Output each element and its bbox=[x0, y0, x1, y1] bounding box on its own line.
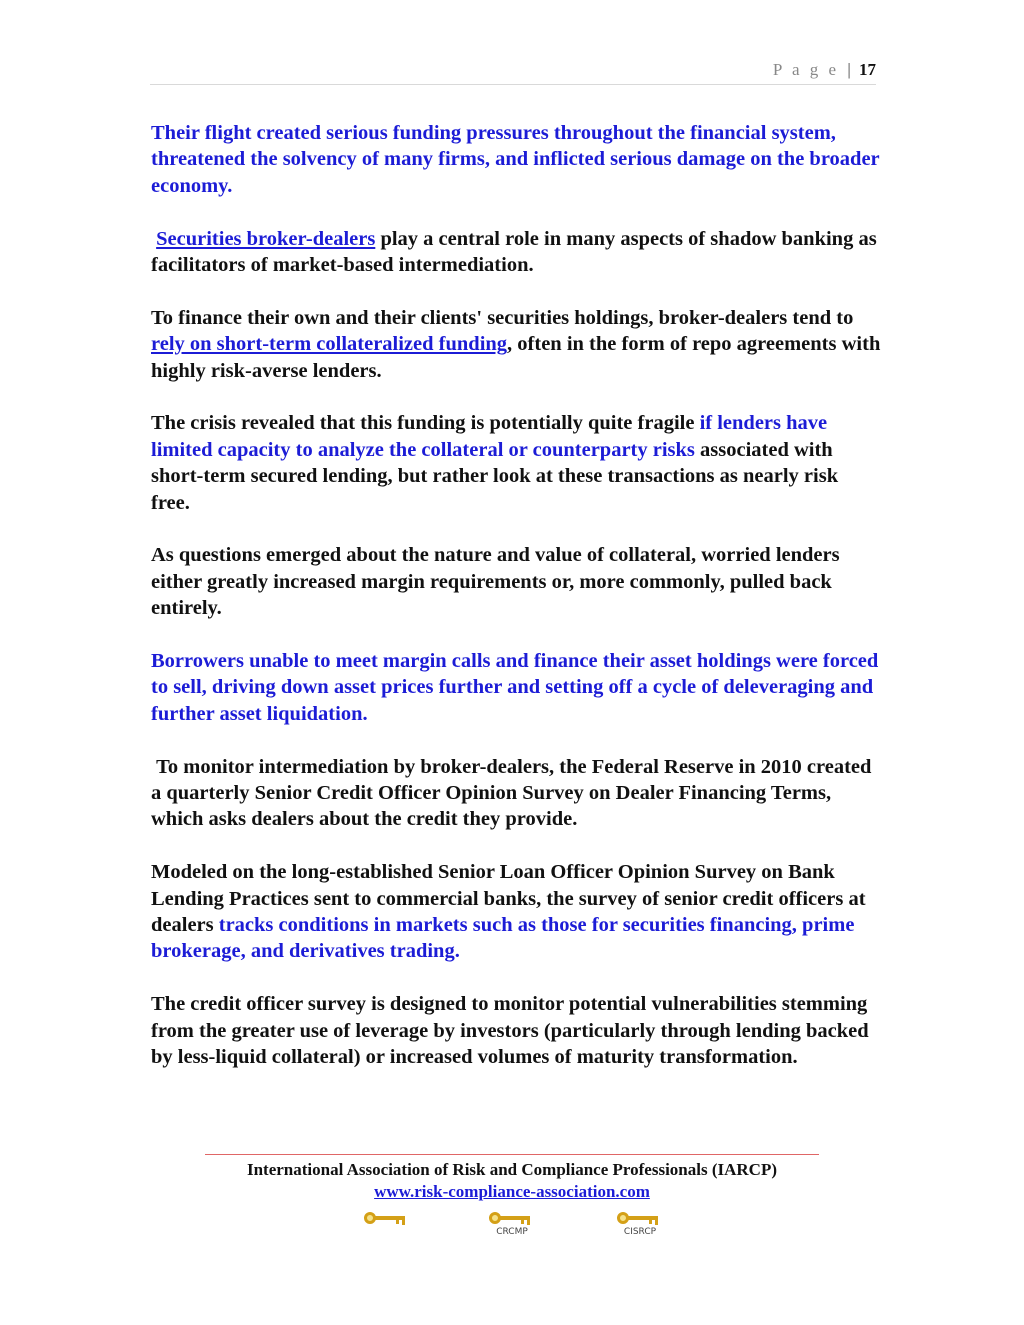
securities-broker-dealers-link[interactable]: Securities broker-dealers bbox=[156, 227, 376, 250]
paragraph-7-text: To monitor intermediation by broker-dealers, the Federal Reserve in 2010 created a quarterly Senior Credit Officer Opinion Survey on Dealer Financing Terms, which asks dealers about the credit they provide. bbox=[151, 755, 872, 831]
footer-organization: International Association of Risk and Compliance Professionals (IARCP) bbox=[246, 1160, 778, 1179]
paragraph-7 bbox=[151, 754, 881, 833]
paragraph-9: The credit officer survey is designed to monitor potential vulnerabilities stemming from the greater use of leverage by investors (particularly through lending backed by less-liquid collateral) or increased volumes of maturity transformation. bbox=[151, 993, 869, 1069]
paragraph-1: Their flight created serious funding pressures throughout the financial system, threatened the solvency of many firms, and inflicted serious damage on the broader economy. bbox=[151, 122, 880, 197]
paragraph-8-highlight: tracks conditions in markets such as those for securities financing, prime brokerage, and derivatives trading. bbox=[151, 914, 855, 963]
page-header bbox=[150, 60, 876, 85]
paragraph-4-text-a: The crisis revealed that this funding is potentially quite fragile bbox=[151, 412, 700, 435]
paragraph-3-text-b: , often in the form of repo agreements with highly risk-averse lenders. bbox=[151, 333, 881, 382]
paragraph-8 bbox=[151, 859, 881, 965]
footer-logos bbox=[0, 1210, 1024, 1244]
paragraph-8-text: Modeled on the long-established Senior Loan Officer Opinion Survey on Bank Lending Practices sent to commercial banks, the survey of senior credit officers at dealers bbox=[151, 861, 866, 937]
paragraph-3-text-a: To finance their own and their clients' securities holdings, broker-dealers tend to bbox=[151, 306, 854, 329]
crcmp-key-logo-icon bbox=[487, 1210, 535, 1240]
paragraph-4-highlight: if lenders have limited capacity to analyze the collateral or counterparty risks bbox=[151, 412, 828, 461]
paragraph-4 bbox=[151, 410, 881, 516]
short-term-funding-link[interactable]: rely on short-term collateralized funding bbox=[151, 333, 508, 356]
page-number: 17 bbox=[859, 60, 876, 79]
key-logo-icon bbox=[362, 1210, 410, 1240]
crcmp-logo-label: CRCMP bbox=[496, 1227, 528, 1237]
page-label: P a g e bbox=[772, 60, 840, 79]
paragraph-4-text-b: associated with short-term secured lending, but rather look at these transactions as nearly risk free. bbox=[151, 438, 839, 514]
paragraph-6: Borrowers unable to meet margin calls and finance their asset holdings were forced to sell, driving down asset prices further and setting off a cycle of deleveraging and further asset liquidation. bbox=[151, 650, 879, 725]
cisrcp-key-logo-icon bbox=[615, 1210, 663, 1240]
paragraph-5: As questions emerged about the nature and value of collateral, worried lenders either greatly increased margin requirements or, more commonly, pulled back entirely. bbox=[151, 544, 840, 620]
footer-website-link[interactable]: www.risk-compliance-association.com bbox=[374, 1182, 650, 1201]
document-body bbox=[151, 120, 881, 1097]
paragraph-2-text: play a central role in many aspects of shadow banking as facilitators of market-based intermediation. bbox=[151, 227, 877, 277]
paragraph-2 bbox=[151, 226, 881, 279]
page-separator: | bbox=[847, 60, 851, 79]
page-footer bbox=[205, 1154, 819, 1203]
paragraph-3 bbox=[151, 305, 881, 384]
cisrcp-logo-label: CISRCP bbox=[623, 1227, 657, 1237]
